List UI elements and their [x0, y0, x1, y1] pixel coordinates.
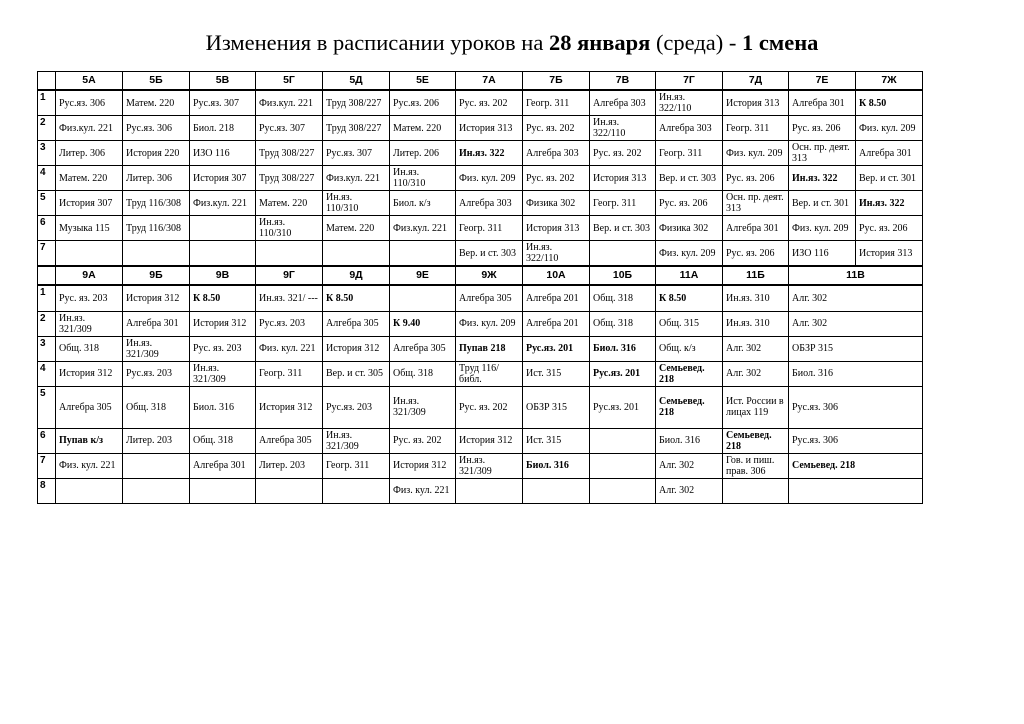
lesson-cell: Алгебра 305 [256, 428, 323, 453]
lesson-number: 1 [38, 285, 56, 311]
lesson-cell: Физ.кул. 221 [323, 166, 390, 191]
lesson-number: 1 [38, 90, 56, 116]
lesson-cell: Алгебра 201 [523, 285, 590, 311]
lesson-cell: К 8.50 [656, 285, 723, 311]
lesson-cell: История 313 [590, 166, 656, 191]
lesson-cell: Ин.яз. 321/309 [123, 336, 190, 361]
lesson-cell: ОБЗР 315 [523, 386, 590, 428]
lesson-cell: Физ. кул. 221 [56, 453, 123, 478]
lesson-cell: Ин.яз. 321/309 [390, 386, 456, 428]
lesson-cell: Физ.кул. 221 [390, 216, 456, 241]
lesson-cell: Рус.яз. 201 [590, 361, 656, 386]
lesson-cell: Матем. 220 [123, 90, 190, 116]
lesson-cell: Пупав 218 [456, 336, 523, 361]
class-header: 9Е [390, 266, 456, 285]
lesson-cell: Ист. России в лицах 119 [723, 386, 789, 428]
lesson-cell [590, 428, 656, 453]
lesson-cell: Ин.яз. 110/310 [323, 191, 390, 216]
class-header: 9Г [256, 266, 323, 285]
lesson-cell: Биол. 316 [190, 386, 256, 428]
lesson-cell [390, 285, 456, 311]
lesson-cell: Физ.кул. 221 [190, 191, 256, 216]
lesson-cell: К 8.50 [856, 90, 923, 116]
lesson-cell: Вер. и ст. 303 [590, 216, 656, 241]
class-header: 5Б [123, 72, 190, 91]
lesson-cell: Рус.яз. 306 [789, 428, 923, 453]
lesson-cell: Пупав к/з [56, 428, 123, 453]
class-header: 9Д [323, 266, 390, 285]
class-header: 7Ж [856, 72, 923, 91]
lesson-cell: Рус.яз. 201 [523, 336, 590, 361]
lesson-cell [590, 241, 656, 267]
lesson-cell: Литер. 203 [256, 453, 323, 478]
lesson-cell: История 307 [56, 191, 123, 216]
class-header: 11А [656, 266, 723, 285]
lesson-row [38, 428, 923, 453]
lesson-cell: Рус. яз. 206 [723, 241, 789, 267]
lesson-cell: История 312 [123, 285, 190, 311]
lesson-number: 3 [38, 336, 56, 361]
lesson-cell: Алг. 302 [789, 285, 923, 311]
lesson-cell: Алг. 302 [656, 478, 723, 503]
lesson-cell: История 313 [456, 116, 523, 141]
lesson-cell [789, 478, 923, 503]
title-shift: 1 смена [742, 30, 819, 55]
lesson-cell: Общ. 318 [56, 336, 123, 361]
lesson-cell: Биол. 316 [656, 428, 723, 453]
lesson-cell: Вер. и ст. 301 [856, 166, 923, 191]
lesson-cell: Ин.яз. 321/309 [456, 453, 523, 478]
lesson-number: 4 [38, 361, 56, 386]
corner-cell [38, 266, 56, 285]
lesson-cell: Физ. кул. 209 [723, 141, 789, 166]
lesson-number: 2 [38, 311, 56, 336]
lesson-cell [123, 478, 190, 503]
page-title [0, 30, 1024, 56]
lesson-cell: Рус.яз. 203 [123, 361, 190, 386]
lesson-cell: Алгебра 305 [390, 336, 456, 361]
class-header: 7А [456, 72, 523, 91]
lesson-cell: Геогр. 311 [256, 361, 323, 386]
lesson-cell: Рус. яз. 202 [456, 90, 523, 116]
lesson-row [38, 166, 923, 191]
lesson-cell [323, 478, 390, 503]
lesson-cell: Физ. кул. 209 [456, 166, 523, 191]
lesson-cell: Алгебра 301 [856, 141, 923, 166]
lesson-cell: Физика 302 [656, 216, 723, 241]
lesson-cell: Труд 308/227 [323, 90, 390, 116]
lesson-cell: Матем. 220 [256, 191, 323, 216]
lesson-cell: Общ. 318 [190, 428, 256, 453]
lesson-cell: Физ. кул. 209 [456, 311, 523, 336]
class-header: 10Б [590, 266, 656, 285]
schedule-table [37, 71, 923, 504]
lesson-cell: Труд 116/308 [123, 216, 190, 241]
class-header: 7Д [723, 72, 789, 91]
lesson-cell [323, 241, 390, 267]
lesson-cell: Физ. кул. 209 [656, 241, 723, 267]
lesson-cell: Ин.яз. 110/310 [390, 166, 456, 191]
lesson-cell: Рус. яз. 202 [523, 166, 590, 191]
lesson-cell: Ин.яз. 321/309 [190, 361, 256, 386]
lesson-cell [123, 453, 190, 478]
lesson-cell [56, 241, 123, 267]
lesson-cell: История 312 [256, 386, 323, 428]
lesson-cell: ИЗО 116 [789, 241, 856, 267]
lesson-cell: Рус. яз. 202 [390, 428, 456, 453]
lesson-cell [190, 478, 256, 503]
lesson-cell: Физ. кул. 209 [856, 116, 923, 141]
lesson-cell: Литер. 203 [123, 428, 190, 453]
class-header: 5Е [390, 72, 456, 91]
lesson-cell: Алгебра 201 [523, 311, 590, 336]
lesson-cell: Физика 302 [523, 191, 590, 216]
lesson-cell: Рус.яз. 306 [56, 90, 123, 116]
lesson-cell [190, 241, 256, 267]
lesson-row [38, 90, 923, 116]
lesson-number: 5 [38, 386, 56, 428]
lesson-cell [590, 478, 656, 503]
lesson-cell: Алгебра 305 [456, 285, 523, 311]
lesson-cell: Матем. 220 [390, 116, 456, 141]
lesson-number: 3 [38, 141, 56, 166]
lesson-cell: Алгебра 301 [789, 90, 856, 116]
lesson-row [38, 478, 923, 503]
lesson-cell: Алг. 302 [789, 311, 923, 336]
lesson-cell: Рус.яз. 307 [323, 141, 390, 166]
lesson-cell: ИЗО 116 [190, 141, 256, 166]
lesson-cell: Матем. 220 [323, 216, 390, 241]
lesson-cell: К 9.40 [390, 311, 456, 336]
class-header: 7Е [789, 72, 856, 91]
corner-cell [38, 72, 56, 91]
lesson-cell [256, 241, 323, 267]
lesson-cell: Семьевед. 218 [789, 453, 923, 478]
class-header: 5Д [323, 72, 390, 91]
lesson-cell: История 312 [456, 428, 523, 453]
lesson-cell [56, 478, 123, 503]
lesson-row [38, 241, 923, 267]
lesson-cell: Рус.яз. 306 [123, 116, 190, 141]
class-header: 7Г [656, 72, 723, 91]
lesson-cell: История 312 [323, 336, 390, 361]
class-header: 9Б [123, 266, 190, 285]
lesson-cell: Труд 308/227 [323, 116, 390, 141]
section1-header-row [38, 72, 923, 91]
lesson-cell: Рус.яз. 307 [256, 116, 323, 141]
lesson-cell [256, 478, 323, 503]
lesson-number: 7 [38, 453, 56, 478]
lesson-cell: Геогр. 311 [523, 90, 590, 116]
lesson-cell: Труд 308/227 [256, 166, 323, 191]
lesson-row [38, 285, 923, 311]
lesson-cell [390, 241, 456, 267]
lesson-cell: Биол. 316 [523, 453, 590, 478]
lesson-cell: Биол. 218 [190, 116, 256, 141]
lesson-cell: Музыка 115 [56, 216, 123, 241]
lesson-cell: Рус.яз. 307 [190, 90, 256, 116]
lesson-cell: Матем. 220 [56, 166, 123, 191]
lesson-cell: К 8.50 [190, 285, 256, 311]
lesson-cell: Рус. яз. 206 [789, 116, 856, 141]
title-weekday: (среда) - [650, 30, 743, 55]
lesson-cell: Биол. к/з [390, 191, 456, 216]
lesson-cell: Общ. 318 [590, 311, 656, 336]
lesson-row [38, 191, 923, 216]
lesson-cell: Алгебра 305 [323, 311, 390, 336]
lesson-cell: Ин.яз. 110/310 [256, 216, 323, 241]
lesson-cell: Рус.яз. 206 [390, 90, 456, 116]
lesson-cell: Физ. кул. 209 [789, 216, 856, 241]
class-header: 9В [190, 266, 256, 285]
lesson-cell: Рус.яз. 306 [789, 386, 923, 428]
lesson-cell: Алгебра 303 [590, 90, 656, 116]
lesson-cell: Общ. 318 [123, 386, 190, 428]
lesson-cell: Общ. к/з [656, 336, 723, 361]
lesson-cell: Общ. 315 [656, 311, 723, 336]
lesson-cell: ОБЗР 315 [789, 336, 923, 361]
lesson-cell [456, 478, 523, 503]
lesson-cell: Рус. яз. 206 [656, 191, 723, 216]
class-header: 5В [190, 72, 256, 91]
lesson-number: 4 [38, 166, 56, 191]
lesson-cell: Ин.яз. 310 [723, 285, 789, 311]
lesson-row [38, 311, 923, 336]
lesson-cell: Гов. и пиш. прав. 306 [723, 453, 789, 478]
lesson-cell: Осн. пр. деят. 313 [723, 191, 789, 216]
lesson-cell: Физ.кул. 221 [56, 116, 123, 141]
lesson-cell: Ин.яз. 322/110 [656, 90, 723, 116]
lesson-cell: Труд 116/библ. [456, 361, 523, 386]
lesson-cell: Вер. и ст. 303 [656, 166, 723, 191]
title-date: 28 января [548, 30, 651, 55]
lesson-cell: История 307 [190, 166, 256, 191]
lesson-cell: Геогр. 311 [323, 453, 390, 478]
lesson-cell: Рус.яз. 203 [256, 311, 323, 336]
lesson-number: 5 [38, 191, 56, 216]
lesson-cell: Рус. яз. 206 [723, 166, 789, 191]
class-header: 9Ж [456, 266, 523, 285]
lesson-cell: Рус. яз. 202 [590, 141, 656, 166]
lesson-cell: Рус. яз. 203 [190, 336, 256, 361]
lesson-row [38, 386, 923, 428]
lesson-cell: Алг. 302 [656, 453, 723, 478]
lesson-cell: Семьевед. 218 [656, 386, 723, 428]
lesson-number: 2 [38, 116, 56, 141]
lesson-cell: История 312 [56, 361, 123, 386]
lesson-cell: Ин.яз. 310 [723, 311, 789, 336]
lesson-cell: Ин.яз. 321/309 [323, 428, 390, 453]
class-header: 11Б [723, 266, 789, 285]
lesson-cell: Рус. яз. 203 [56, 285, 123, 311]
lesson-cell: Алгебра 301 [123, 311, 190, 336]
lesson-cell: Труд 116/308 [123, 191, 190, 216]
lesson-cell: Геогр. 311 [456, 216, 523, 241]
lesson-cell [190, 216, 256, 241]
section2-header-row [38, 266, 923, 285]
lesson-cell: Семьевед. 218 [723, 428, 789, 453]
class-header: 5А [56, 72, 123, 91]
lesson-row [38, 361, 923, 386]
lesson-cell [723, 478, 789, 503]
lesson-cell: Геогр. 311 [590, 191, 656, 216]
lesson-cell: Ин.яз. 321/309 [56, 311, 123, 336]
lesson-cell: Ин.яз. 321/ --- [256, 285, 323, 311]
lesson-cell: Ин.яз. 322 [456, 141, 523, 166]
lesson-cell: Ист. 315 [523, 361, 590, 386]
lesson-number: 6 [38, 428, 56, 453]
lesson-cell: Семьевед. 218 [656, 361, 723, 386]
lesson-cell: Рус. яз. 206 [856, 216, 923, 241]
lesson-cell: Биол. 316 [789, 361, 923, 386]
lesson-cell: Ин.яз. 322 [856, 191, 923, 216]
lesson-cell: Ин.яз. 322/110 [523, 241, 590, 267]
lesson-cell: Алг. 302 [723, 336, 789, 361]
lesson-cell: Литер. 306 [56, 141, 123, 166]
lesson-cell: Биол. 316 [590, 336, 656, 361]
lesson-cell: Рус. яз. 202 [523, 116, 590, 141]
lesson-cell: История 313 [523, 216, 590, 241]
lesson-cell: Алгебра 303 [656, 116, 723, 141]
lesson-cell: Вер. и ст. 305 [323, 361, 390, 386]
lesson-cell: Геогр. 311 [656, 141, 723, 166]
lesson-row [38, 336, 923, 361]
lesson-cell: История 220 [123, 141, 190, 166]
lesson-number: 7 [38, 241, 56, 267]
lesson-cell: Ин.яз. 322/110 [590, 116, 656, 141]
lesson-cell: Алгебра 303 [456, 191, 523, 216]
class-header: 9А [56, 266, 123, 285]
lesson-cell: Геогр. 311 [723, 116, 789, 141]
lesson-row [38, 141, 923, 166]
lesson-cell [523, 478, 590, 503]
lesson-number: 8 [38, 478, 56, 503]
lesson-cell: Рус. яз. 202 [456, 386, 523, 428]
lesson-cell: Труд 308/227 [256, 141, 323, 166]
lesson-cell: Осн. пр. деят. 313 [789, 141, 856, 166]
lesson-cell: Рус.яз. 201 [590, 386, 656, 428]
lesson-cell: История 313 [856, 241, 923, 267]
title-prefix: Изменения в расписании уроков на [205, 30, 549, 55]
lesson-cell: История 312 [390, 453, 456, 478]
lesson-cell: Алгебра 301 [723, 216, 789, 241]
lesson-number: 6 [38, 216, 56, 241]
class-header: 5Г [256, 72, 323, 91]
lesson-cell: Физ. кул. 221 [390, 478, 456, 503]
class-header: 7В [590, 72, 656, 91]
lesson-cell: История 312 [190, 311, 256, 336]
lesson-cell: Общ. 318 [590, 285, 656, 311]
class-header: 10А [523, 266, 590, 285]
lesson-cell: Вер. и ст. 301 [789, 191, 856, 216]
lesson-cell: Физ. кул. 221 [256, 336, 323, 361]
class-header: 7Б [523, 72, 590, 91]
lesson-cell: Литер. 306 [123, 166, 190, 191]
lesson-cell: Алгебра 301 [190, 453, 256, 478]
lesson-cell: Алг. 302 [723, 361, 789, 386]
lesson-cell: Ист. 315 [523, 428, 590, 453]
class-header: 11В [789, 266, 923, 285]
lesson-row [38, 216, 923, 241]
lesson-cell: История 313 [723, 90, 789, 116]
lesson-cell: К 8.50 [323, 285, 390, 311]
lesson-cell: Рус.яз. 203 [323, 386, 390, 428]
lesson-cell: Физ.кул. 221 [256, 90, 323, 116]
lesson-cell: Общ. 318 [390, 361, 456, 386]
lesson-cell: Ин.яз. 322 [789, 166, 856, 191]
lesson-row [38, 116, 923, 141]
lesson-cell: Алгебра 303 [523, 141, 590, 166]
lesson-cell: Алгебра 305 [56, 386, 123, 428]
lesson-cell [590, 453, 656, 478]
lesson-row [38, 453, 923, 478]
lesson-cell: Литер. 206 [390, 141, 456, 166]
lesson-cell [123, 241, 190, 267]
lesson-cell: Вер. и ст. 303 [456, 241, 523, 267]
